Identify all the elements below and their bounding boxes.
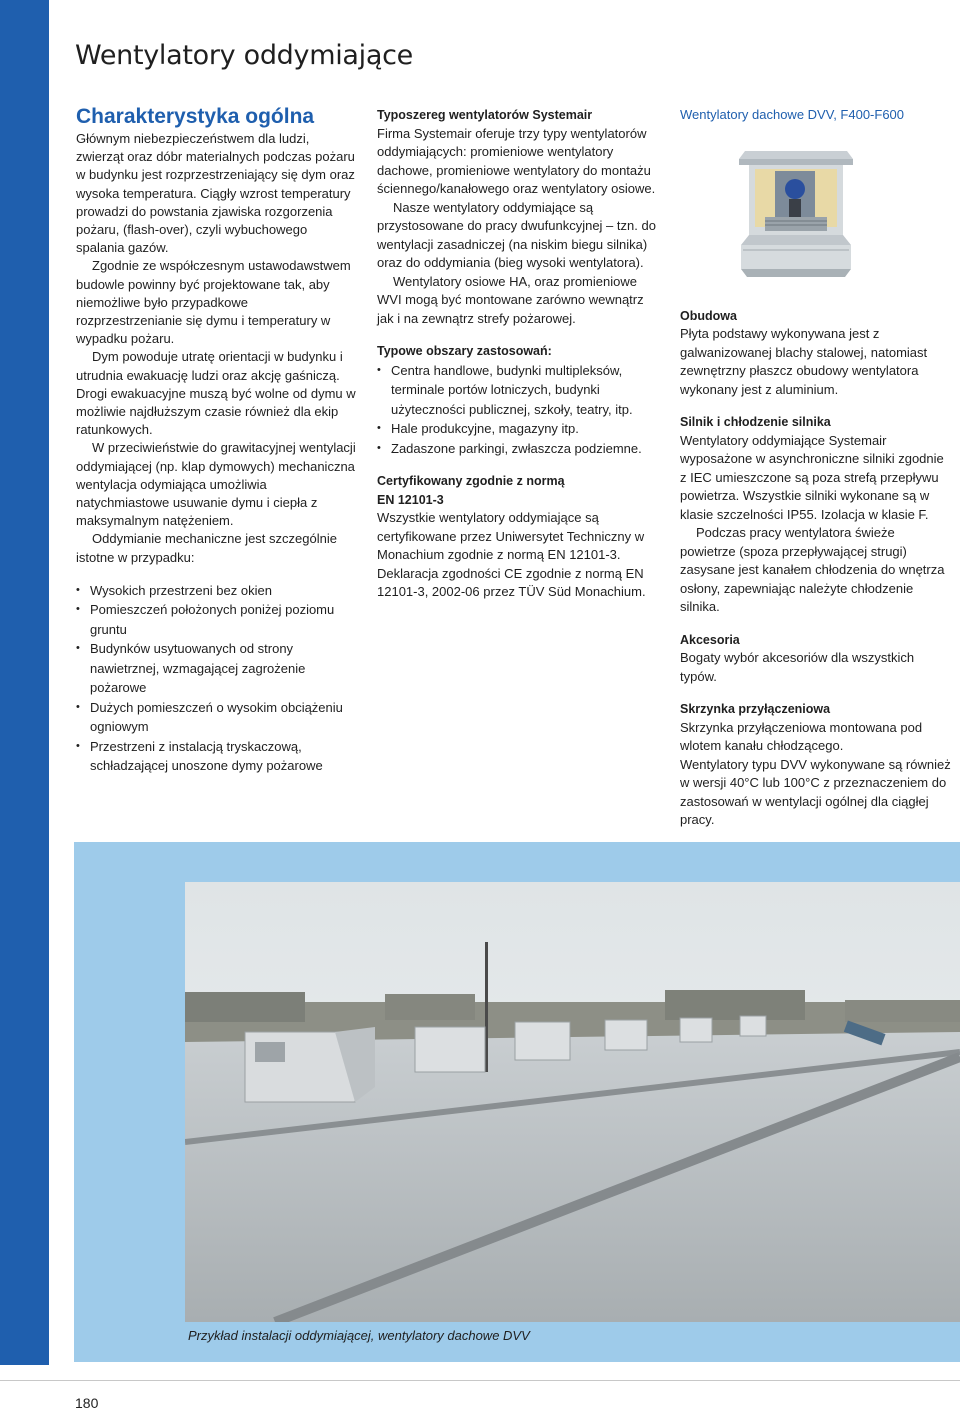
list-item: • Wysokich przestrzeni bez okien xyxy=(76,581,356,601)
page-number: 180 xyxy=(75,1395,99,1411)
list-item: • Zadaszone parkingi, zwłaszcza podziemne. xyxy=(377,439,657,459)
section-heading-terminal-box: Skrzynka przyłączeniowa xyxy=(680,702,831,716)
section-heading-housing: Obudowa xyxy=(680,308,737,323)
paragraph: Wentylatory osiowe HA, oraz promieniowe WVI mogą być montowane zarówno wewnątrz jak i na zewnątrz strefy pożarowej. xyxy=(377,273,644,326)
list-item: • Budynków usytuowanych od strony nawietrznej, wzmagającej zagrożenie pożarowe xyxy=(76,639,356,698)
list-item: • Hale produkcyjne, magazyny itp. xyxy=(377,419,657,439)
paragraph: Głównym niebezpieczeństwem dla ludzi, zwierząt oraz dóbr materialnych podczas pożaru w budynku jest rozprzestrzeniający się dym oraz wysoka temperatura. Ciągły wzrost temperatury prowadzi do powstania zjawiska rozgorzenia pożaru, (flash-over), czyli wybuchowego spalania gazów. xyxy=(76,131,355,256)
section-heading-general: Charakterystyka ogólna xyxy=(76,105,315,128)
paragraph: Skrzynka przyłączeniowa montowana pod wlotem kanału chłodzącego. xyxy=(680,719,923,753)
paragraph: Dym powoduje utratę orientacji w budynku i utrudnia ewakuację ludzi oraz akcję gaśniczą. Drogi ewakuacyjne muszą być wolne od dymu w możliwie najdłuższym czasie również dla ekip ratunkowych. xyxy=(76,349,356,438)
bullet-list-cases xyxy=(76,581,356,776)
paragraph: W przeciwieństwie do grawitacyjnej wentylacji oddymiającej (np. klap dymowych) mechaniczna wentylacja odymiająca umożliwia natychmiastowe usuwanie dymu i ciepła z maksymalnym natężeniem. xyxy=(76,440,356,529)
list-item: • Centra handlowe, budynki multipleksów, terminale portów lotniczych, budynki użyteczności publicznej, szkoły, teatry, itp. xyxy=(377,361,657,420)
list-item: • Pomieszczeń położonych poniżej poziomu gruntu xyxy=(76,600,356,639)
section-heading-roof-fans: Wentylatory dachowe DVV, F400-F600 xyxy=(680,107,905,122)
footer-divider xyxy=(0,1380,960,1381)
column-roof-fans xyxy=(680,106,952,830)
roof-fan-product-image xyxy=(735,137,857,287)
list-item: • Przestrzeni z instalacją tryskaczową, schładzającej unoszone dymy pożarowe xyxy=(76,737,356,776)
paragraph: Firma Systemair oferuje trzy typy wentylatorów oddymiających: promieniowe wentylatory dachowe, promieniowe wentylatory do montażu ściennego/kanałowego oraz wentylatory osiowe. xyxy=(377,125,656,196)
section-heading-motor: Silnik i chłodzenie silnika xyxy=(680,415,831,429)
section-heading-applications: Typowe obszary zastosowań: xyxy=(377,344,552,358)
section-heading-certification-standard: EN 12101-3 xyxy=(377,492,444,507)
list-item: • Dużych pomieszczeń o wysokim obciążeniu ogniowym xyxy=(76,698,356,737)
photo-caption: Przykład instalacji oddymiającej, wentylatory dachowe DVV xyxy=(188,1328,530,1343)
section-heading-certification: Certyfikowany zgodnie z normą xyxy=(377,474,565,488)
paragraph: Wentylatory oddymiające Systemair wyposażone w asynchroniczne silniki zgodnie z IEC umieszczone są poza strefą przepływu powietrza. Wszystkie silniki wykonane są w klasie szczelności IP55. Izolacja w klasie F. xyxy=(680,432,944,522)
left-accent-bar xyxy=(0,0,49,1365)
section-heading-accessories: Akcesoria xyxy=(680,632,740,647)
paragraph: Zgodnie ze współczesnym ustawodawstwem budowle powinny być projektowane tak, aby niemożliwe było przypadkowe rozprzestrzenianie się dymu i temperatury w wypadku pożaru. xyxy=(76,258,351,347)
roof-installation-photo xyxy=(185,882,960,1322)
column-general-characteristics xyxy=(76,104,356,776)
paragraph: Wentylatory typu DVV wykonywane są również w wersji 40°C lub 100°C z przeznaczeniem do zastosowań w wentylacji ogólnej dla ciągłej pracy. xyxy=(680,756,951,827)
column-product-range xyxy=(377,106,657,602)
paragraph: Bogaty wybór akcesoriów dla wszystkich typów. xyxy=(680,650,915,684)
photo-frame xyxy=(74,842,960,1362)
paragraph: Wszystkie wentylatory oddymiające są certyfikowane przez Uniwersytet Techniczny w Monachium zgodnie z normą EN 12101-3. Deklaracja zgodności CE zgodnie z normą EN 12101-3, 2002-06 przez TÜV Süd Monachium. xyxy=(377,510,646,599)
paragraph: Podczas pracy wentylatora świeże powietrze (spoza przepływającej strugi) zasysane jest kanałem chłodzenia do wnętrza osłony, zapewniając należyte chłodzenie silnika. xyxy=(680,525,945,614)
paragraph: Płyta podstawy wykonywana jest z galwanizowanej blachy stalowej, natomiast zewnętrzny płaszcz obudowy wentylatora wykonany jest z aluminium. xyxy=(680,326,928,397)
section-heading-range: Typoszereg wentylatorów Systemair xyxy=(377,108,593,122)
bullet-list-applications xyxy=(377,361,657,459)
paragraph: Oddymianie mechaniczne jest szczególnie istotne w przypadku: xyxy=(76,531,337,565)
page-title: Wentylatory oddymiające xyxy=(75,40,413,71)
paragraph: Nasze wentylatory oddymiające są przystosowane do pracy dwufunkcyjnej – tzn. do wentylacji zasadniczej (na niskim biegu silnika) oraz do oddymiania (bieg wysoki wentylatora). xyxy=(377,199,656,270)
